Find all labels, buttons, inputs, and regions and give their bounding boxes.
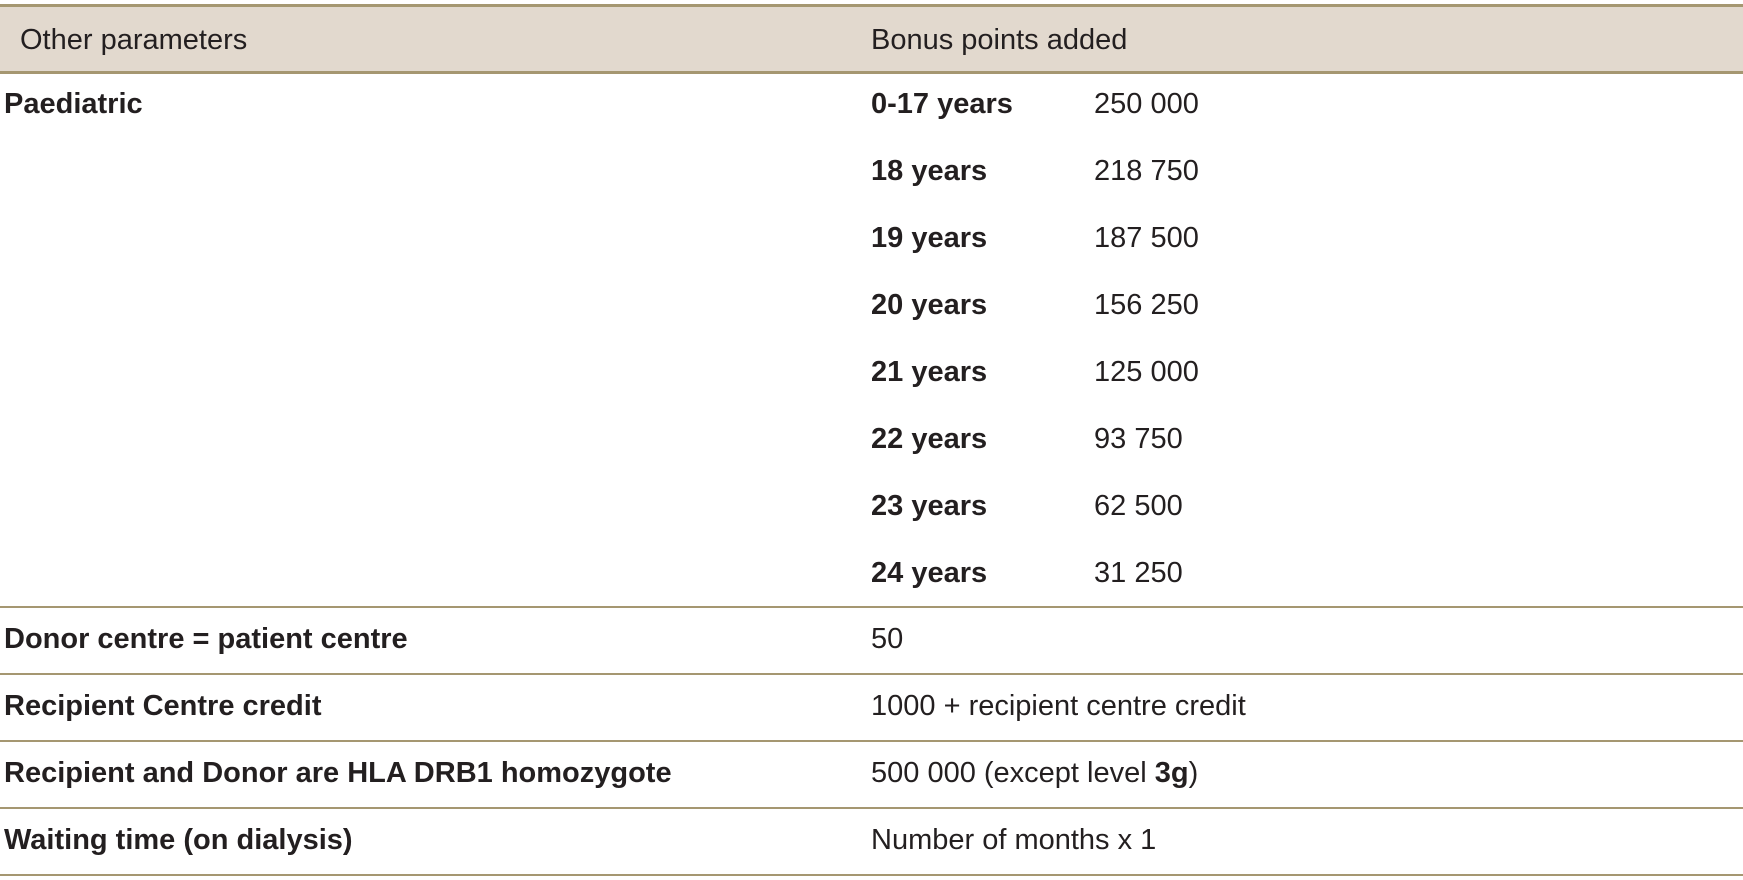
value-suffix: ) — [1188, 757, 1199, 789]
row-value: 50 — [871, 623, 904, 655]
table-header — [0, 4, 1743, 74]
table-row — [0, 423, 1743, 457]
age-label: 23 years — [871, 490, 988, 522]
age-points: 31 250 — [1094, 557, 1183, 589]
age-points: 250 000 — [1094, 88, 1199, 120]
table-row — [0, 289, 1743, 323]
row-value — [871, 757, 1198, 790]
age-points: 93 750 — [1094, 423, 1183, 455]
row-divider — [0, 673, 1743, 675]
table-row — [0, 557, 1743, 591]
age-points: 156 250 — [1094, 289, 1199, 321]
age-points: 62 500 — [1094, 490, 1183, 522]
row-divider — [0, 807, 1743, 809]
paediatric-label: Paediatric — [4, 88, 143, 120]
row-label: Recipient Centre credit — [4, 690, 322, 722]
table-row — [0, 490, 1743, 524]
row-divider — [0, 740, 1743, 742]
row-divider — [0, 606, 1743, 608]
row-label: Waiting time (on dialysis) — [4, 824, 353, 856]
age-label: 21 years — [871, 356, 988, 388]
header-bonus-points-added: Bonus points added — [871, 24, 1128, 56]
age-label: 19 years — [871, 222, 988, 254]
age-label: 0-17 years — [871, 88, 1013, 120]
age-points: 218 750 — [1094, 155, 1199, 187]
age-label: 24 years — [871, 557, 988, 589]
table-row — [0, 155, 1743, 189]
row-divider — [0, 874, 1743, 876]
table-row — [0, 623, 1743, 657]
row-value: Number of months x 1 — [871, 824, 1157, 856]
table-row — [0, 356, 1743, 390]
table-row — [0, 690, 1743, 724]
header-other-parameters: Other parameters — [20, 24, 248, 56]
table-row — [0, 824, 1743, 858]
age-label: 22 years — [871, 423, 988, 455]
value-text: 500 000 (except level — [871, 757, 1155, 789]
age-points: 187 500 — [1094, 222, 1199, 254]
row-label: Donor centre = patient centre — [4, 623, 408, 655]
row-value: 1000 + recipient centre credit — [871, 690, 1246, 722]
table-row — [0, 222, 1743, 256]
row-label: Recipient and Donor are HLA DRB1 homozygote — [4, 757, 672, 789]
table-row — [0, 757, 1743, 791]
age-points: 125 000 — [1094, 356, 1199, 388]
age-label: 18 years — [871, 155, 988, 187]
table-row — [0, 88, 1743, 122]
age-label: 20 years — [871, 289, 988, 321]
level-3g: 3g — [1154, 757, 1189, 789]
